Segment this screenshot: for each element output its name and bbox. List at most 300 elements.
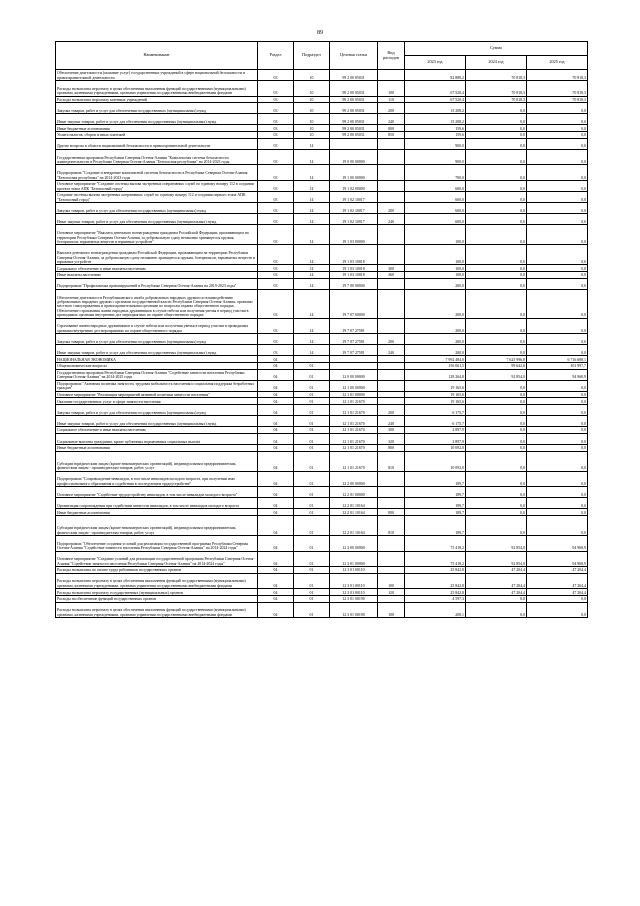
- row-sum-2023: 75 418,2: [405, 536, 466, 552]
- row-section: 03: [258, 271, 294, 278]
- row-subsection: 14: [294, 203, 330, 214]
- row-name: Закупка товаров, работ и услуг для обеспечения государственных (муниципальных) нужд: [56, 334, 258, 345]
- header-year-2025: 2025 год: [527, 56, 588, 70]
- row-section: 04: [258, 380, 294, 391]
- row-sum-2024: 0,0: [466, 132, 527, 139]
- table-row: [56, 334, 588, 345]
- row-expense-type: 240: [378, 345, 405, 356]
- row-sum-2024: 0,0: [466, 225, 527, 245]
- row-expense-type: [378, 487, 405, 498]
- row-sum-2025: 0,0: [527, 516, 588, 536]
- row-name: Расходы на обеспечение функций государственных органов: [56, 595, 258, 602]
- row-target-code: 19 7 07 27581: [330, 334, 378, 345]
- row-sum-2025: 0,0: [527, 334, 588, 345]
- row-expense-type: 240: [378, 416, 405, 427]
- row-subsection: 01: [294, 369, 330, 380]
- row-name: Основное мероприятие "Реализация мероприятий активной политики занятости населения": [56, 391, 258, 398]
- row-section: 03: [258, 70, 294, 81]
- table-row: [56, 602, 588, 618]
- row-sum-2023: 600,0: [405, 214, 466, 225]
- row-name: Социальные выплаты гражданам, кроме публичных нормативных социальных выплат: [56, 433, 258, 444]
- row-name: Страхование жизни народных дружинников в случае гибели или получения увечья в период участия в проводимых органами внутренних дел мероприятиях по охране общественного порядка: [56, 318, 258, 334]
- row-sum-2025: 0,0: [527, 203, 588, 214]
- row-sum-2024: 0,0: [466, 114, 527, 125]
- row-section: 04: [258, 567, 294, 574]
- row-target-code: [330, 356, 378, 363]
- table-row: [56, 192, 588, 203]
- row-sum-2023: 189,7: [405, 516, 466, 536]
- row-section: 03: [258, 192, 294, 203]
- row-sum-2023: 25 842,8: [405, 589, 466, 596]
- table-row: [56, 245, 588, 265]
- table-row: [56, 165, 588, 181]
- row-expense-type: [378, 380, 405, 391]
- row-name: Расходы на выплаты персоналу государственных (муниципальных) органов: [56, 589, 258, 596]
- row-sum-2023: 4 597,3: [405, 595, 466, 602]
- row-name: Государственная программа Республики Северная Осетия-Алания "Комплексная система безопасности жизнедеятельности в Республике Северная Осетия-Алания "Безопасная республика" на 2014-2023 годы: [56, 149, 258, 165]
- row-expense-type: [378, 70, 405, 81]
- row-target-code: 19 1 02 10017: [330, 214, 378, 225]
- row-name: Расходы на выплаты персоналу казенных учреждений: [56, 96, 258, 103]
- row-name: Субсидии юридическим лицам (кроме некоммерческих организаций), индивидуальным предпринимателям, физическим лицам - производителям товаров, работ, услуг: [56, 516, 258, 536]
- row-name: Основное мероприятие "Выплата денежного вознаграждения гражданам Российской Федерации, проживающим на территории Республики Северная Осетия-Алания, за добровольную сдачу незаконно хранящегося оружия, боеприпасов, взрывчатых веществ и взрывных устройств": [56, 225, 258, 245]
- row-sum-2024: 0,0: [466, 180, 527, 191]
- table-row: [56, 595, 588, 602]
- header-year-2023: 2023 год: [405, 56, 466, 70]
- row-section: 03: [258, 225, 294, 245]
- row-name: Оказание государственных услуг в сфере занятости населения: [56, 398, 258, 405]
- row-section: 03: [258, 81, 294, 97]
- row-expense-type: 200: [378, 334, 405, 345]
- row-expense-type: 850: [378, 132, 405, 139]
- row-target-code: 12 2 01 10164: [330, 498, 378, 509]
- row-sum-2023: 75 418,2: [405, 551, 466, 567]
- row-sum-2024: 0,0: [466, 125, 527, 132]
- row-sum-2024: 0,0: [466, 444, 527, 451]
- row-subsection: 01: [294, 471, 330, 487]
- row-subsection: 01: [294, 444, 330, 451]
- row-subsection: 10: [294, 70, 330, 81]
- row-sum-2023: 2 897,9: [405, 433, 466, 444]
- row-subsection: 14: [294, 278, 330, 289]
- header-expense-type: Вид расходов: [378, 42, 405, 70]
- row-subsection: 01: [294, 516, 330, 536]
- row-sum-2024: 47 204,4: [466, 589, 527, 596]
- row-expense-type: [378, 551, 405, 567]
- row-sum-2023: 600,0: [405, 203, 466, 214]
- row-target-code: 12 1 01 00000: [330, 391, 378, 398]
- row-expense-type: 120: [378, 589, 405, 596]
- row-name: Иные закупки товаров, работ и услуг для обеспечения государственных (муниципальных) нужд: [56, 114, 258, 125]
- table-row: [56, 138, 588, 149]
- row-section: 04: [258, 595, 294, 602]
- row-sum-2023: 15 208,2: [405, 103, 466, 114]
- row-section: 04: [258, 356, 294, 363]
- row-sum-2023: 700,0: [405, 165, 466, 181]
- row-sum-2025: 0,0: [527, 138, 588, 149]
- row-section: 03: [258, 180, 294, 191]
- row-subsection: 10: [294, 125, 330, 132]
- row-expense-type: 360: [378, 271, 405, 278]
- row-target-code: 99 2 00 05031: [330, 114, 378, 125]
- row-subsection: 01: [294, 567, 330, 574]
- row-sum-2024: 0,0: [466, 245, 527, 265]
- row-sum-2024: 0,0: [466, 416, 527, 427]
- row-sum-2024: 70 818,3: [466, 81, 527, 97]
- row-expense-type: [378, 180, 405, 191]
- row-sum-2025: 0,0: [527, 416, 588, 427]
- row-sum-2024: 0,0: [466, 595, 527, 602]
- row-sum-2025: 0,0: [527, 451, 588, 471]
- row-subsection: 10: [294, 96, 330, 103]
- row-target-code: 99 2 00 05031: [330, 70, 378, 81]
- row-sum-2024: 0,0: [466, 451, 527, 471]
- row-sum-2023: 200,0: [405, 345, 466, 356]
- row-target-code: 19 1 03 10018: [330, 245, 378, 265]
- row-sum-2023: 128 264,8: [405, 369, 466, 380]
- row-expense-type: 110: [378, 96, 405, 103]
- row-sum-2024: 0,0: [466, 498, 527, 509]
- row-sum-2023: 19 165,6: [405, 398, 466, 405]
- row-sum-2024: 92 854,0: [466, 551, 527, 567]
- row-sum-2024: 0,0: [466, 265, 527, 272]
- row-expense-type: [378, 536, 405, 552]
- row-sum-2024: 0,0: [466, 602, 527, 618]
- table-row: [56, 345, 588, 356]
- table-row: [56, 551, 588, 567]
- row-subsection: 01: [294, 362, 330, 369]
- row-section: 03: [258, 334, 294, 345]
- row-section: 04: [258, 451, 294, 471]
- row-section: 03: [258, 203, 294, 214]
- page-number: 89: [317, 30, 323, 36]
- row-expense-type: 300: [378, 265, 405, 272]
- row-sum-2024: 0,0: [466, 391, 527, 398]
- row-target-code: 99 2 00 05031: [330, 103, 378, 114]
- table-row: [56, 114, 588, 125]
- row-target-code: 12 2 01 00000: [330, 487, 378, 498]
- row-section: 03: [258, 345, 294, 356]
- row-target-code: 19 7 07 00000: [330, 289, 378, 318]
- table-row: [56, 214, 588, 225]
- row-section: 04: [258, 516, 294, 536]
- row-subsection: 14: [294, 192, 330, 203]
- row-name: Уплата налогов, сборов и иных платежей: [56, 132, 258, 139]
- row-subsection: 10: [294, 114, 330, 125]
- row-section: 04: [258, 602, 294, 618]
- header-subsection: Подраздел: [294, 42, 330, 70]
- row-section: 04: [258, 551, 294, 567]
- row-target-code: 19 7 07 27581: [330, 318, 378, 334]
- row-expense-type: [378, 225, 405, 245]
- row-sum-2023: 208,1: [405, 602, 466, 618]
- row-section: 04: [258, 589, 294, 596]
- row-section: 04: [258, 433, 294, 444]
- table-row: [56, 265, 588, 272]
- row-section: 04: [258, 416, 294, 427]
- table-row: [56, 103, 588, 114]
- row-name: Расходы на выплаты по оплате труда работников государственных органов: [56, 567, 258, 574]
- row-sum-2024: 0,0: [466, 398, 527, 405]
- row-sum-2023: 900,0: [405, 149, 466, 165]
- row-sum-2024: 0,0: [466, 380, 527, 391]
- table-row: [56, 536, 588, 552]
- row-name: Закупка товаров, работ и услуг для обеспечения государственных (муниципальных) нужд: [56, 103, 258, 114]
- row-section: 04: [258, 391, 294, 398]
- row-subsection: 10: [294, 103, 330, 114]
- row-subsection: 01: [294, 595, 330, 602]
- row-sum-2024: 47 204,4: [466, 567, 527, 574]
- row-sum-2023: 900,0: [405, 138, 466, 149]
- table-row: [56, 380, 588, 391]
- row-sum-2025: 47 204,4: [527, 589, 588, 596]
- row-subsection: 01: [294, 433, 330, 444]
- row-sum-2023: 189,7: [405, 471, 466, 487]
- row-sum-2025: 0,0: [527, 103, 588, 114]
- table-row: [56, 356, 588, 363]
- row-target-code: 99 2 00 05031: [330, 132, 378, 139]
- row-target-code: 12 3 01 00190: [330, 595, 378, 602]
- row-section: 04: [258, 405, 294, 416]
- row-sum-2023: 100,0: [405, 245, 466, 265]
- row-sum-2024: 0,0: [466, 271, 527, 278]
- row-sum-2025: 0,0: [527, 125, 588, 132]
- row-name: Иные бюджетные ассигнования: [56, 125, 258, 132]
- row-sum-2024: 0,0: [466, 487, 527, 498]
- row-subsection: 01: [294, 551, 330, 567]
- row-sum-2025: 0,0: [527, 278, 588, 289]
- row-name: Выплата денежного вознаграждения гражданам Российской Федерации, проживающим на территории Республики Северная Осетия-Алания, за добровольную сдачу незаконно хранящегося оружия, боеприпасов, взрывчатых веществ и взрывных устройств: [56, 245, 258, 265]
- row-sum-2025: 0,0: [527, 214, 588, 225]
- row-subsection: 01: [294, 405, 330, 416]
- row-name: Закупка товаров, работ и услуг для обеспечения государственных (муниципальных) нужд: [56, 203, 258, 214]
- row-expense-type: 200: [378, 103, 405, 114]
- row-target-code: 19 1 03 10018: [330, 271, 378, 278]
- table-row: [56, 451, 588, 471]
- row-expense-type: [378, 356, 405, 363]
- row-sum-2025: 0,0: [527, 487, 588, 498]
- row-subsection: 14: [294, 265, 330, 272]
- row-subsection: 14: [294, 271, 330, 278]
- row-expense-type: 240: [378, 114, 405, 125]
- row-section: 03: [258, 96, 294, 103]
- row-sum-2025: 0,0: [527, 245, 588, 265]
- table-row: [56, 180, 588, 191]
- row-subsection: 01: [294, 391, 330, 398]
- row-sum-2025: 0,0: [527, 289, 588, 318]
- row-target-code: 12 3 01 00110: [330, 589, 378, 596]
- header-sum: Сумма: [405, 42, 588, 56]
- row-subsection: 14: [294, 245, 330, 265]
- row-name: Основное мероприятие "Создание условий для реализации государственной программы Республики Северная Осетия-Алания "Содействие занятости населения Республики Северная Осетия-Алания" на 2014-2024 годы": [56, 551, 258, 567]
- header-target: Целевая статья: [330, 42, 378, 70]
- row-target-code: 12 1 01 21670: [330, 444, 378, 451]
- row-expense-type: [378, 138, 405, 149]
- row-sum-2023: 10 092,0: [405, 444, 466, 451]
- table-row: [56, 487, 588, 498]
- row-target-code: 19 7 00 00000: [330, 278, 378, 289]
- header-section: Раздел: [258, 42, 294, 70]
- row-expense-type: [378, 245, 405, 265]
- row-target-code: 19 1 02 10017: [330, 192, 378, 203]
- row-subsection: 14: [294, 138, 330, 149]
- row-expense-type: [378, 318, 405, 334]
- row-expense-type: 200: [378, 405, 405, 416]
- row-sum-2024: 0,0: [466, 509, 527, 516]
- row-sum-2023: 19 165,6: [405, 391, 466, 398]
- row-sum-2023: 200,0: [405, 289, 466, 318]
- row-subsection: 14: [294, 289, 330, 318]
- row-expense-type: [378, 471, 405, 487]
- row-name: Иные закупки товаров, работ и услуг для обеспечения государственных (муниципальных) нужд: [56, 416, 258, 427]
- row-sum-2023: 10 092,0: [405, 451, 466, 471]
- row-name: Другие вопросы в области национальной безопасности и правоохранительной деятельности: [56, 138, 258, 149]
- row-subsection: 01: [294, 602, 330, 618]
- row-sum-2025: 0,0: [527, 149, 588, 165]
- row-sum-2024: 0,0: [466, 165, 527, 181]
- row-sum-2024: 0,0: [466, 192, 527, 203]
- row-sum-2023: 189,7: [405, 498, 466, 509]
- row-sum-2025: 0,0: [527, 602, 588, 618]
- row-expense-type: 100: [378, 81, 405, 97]
- row-sum-2024: 70 818,3: [466, 70, 527, 81]
- row-sum-2024: 0,0: [466, 433, 527, 444]
- row-subsection: 01: [294, 573, 330, 589]
- row-sum-2025: 0,0: [527, 405, 588, 416]
- table-row: [56, 391, 588, 398]
- row-section: 03: [258, 125, 294, 132]
- row-sum-2024: 92 854,0: [466, 369, 527, 380]
- row-sum-2025: 0,0: [527, 595, 588, 602]
- row-target-code: 12 2 01 10164: [330, 509, 378, 516]
- row-expense-type: 200: [378, 203, 405, 214]
- row-subsection: 14: [294, 165, 330, 181]
- row-sum-2023: 67 520,4: [405, 81, 466, 97]
- row-sum-2023: 200,0: [405, 318, 466, 334]
- row-sum-2025: 70 818,3: [527, 70, 588, 81]
- table-row: [56, 398, 588, 405]
- row-target-code: 12 3 00 00000: [330, 536, 378, 552]
- row-sum-2023: 6 175,7: [405, 405, 466, 416]
- header-name: Наименование: [56, 42, 258, 70]
- row-sum-2025: 0,0: [527, 318, 588, 334]
- row-name: Основное мероприятие "Создание системы вызова экстренных оперативных служб по единому номеру 112 в создании проекта этапа АПК "Безопасный город": [56, 180, 258, 191]
- row-sum-2025: 0,0: [527, 498, 588, 509]
- row-target-code: 12 3 01 00000: [330, 551, 378, 567]
- row-sum-2025: 0,0: [527, 427, 588, 434]
- row-name: Социальное обеспечение и иные выплаты населению: [56, 427, 258, 434]
- row-expense-type: [378, 369, 405, 380]
- row-name: Иные закупки товаров, работ и услуг для обеспечения государственных (муниципальных) нужд: [56, 345, 258, 356]
- row-sum-2023: 100,0: [405, 271, 466, 278]
- row-section: 03: [258, 265, 294, 272]
- row-subsection: 01: [294, 487, 330, 498]
- row-sum-2025: 0,0: [527, 398, 588, 405]
- row-name: Создание системы вызова экстренных оперативных служб по единому номеру 112 и создания первого этапа АПК "Безопасный город": [56, 192, 258, 203]
- row-expense-type: 300: [378, 427, 405, 434]
- row-sum-2023: 200,0: [405, 278, 466, 289]
- row-expense-type: 800: [378, 444, 405, 451]
- table-row: [56, 427, 588, 434]
- row-expense-type: [378, 595, 405, 602]
- row-subsection: 14: [294, 180, 330, 191]
- row-name: Общеэкономические вопросы: [56, 362, 258, 369]
- table-row: [56, 225, 588, 245]
- row-section: 03: [258, 103, 294, 114]
- row-subsection: 01: [294, 589, 330, 596]
- row-sum-2025: 0,0: [527, 509, 588, 516]
- row-sum-2023: 159,6: [405, 132, 466, 139]
- table-row: [56, 132, 588, 139]
- row-name: Иные бюджетные ассигнования: [56, 444, 258, 451]
- table-row: [56, 289, 588, 318]
- row-expense-type: [378, 192, 405, 203]
- table-row: [56, 70, 588, 81]
- row-sum-2024: 0,0: [466, 345, 527, 356]
- row-target-code: [330, 362, 378, 369]
- row-expense-type: [378, 149, 405, 165]
- row-sum-2025: 0,0: [527, 225, 588, 245]
- row-name: Социальное обеспечение и иные выплаты населению: [56, 265, 258, 272]
- row-section: 03: [258, 214, 294, 225]
- row-name: Обеспечение деятельности (оказание услуг) государственных учреждений в сфере национальной безопасности и правоохранительной деятельности: [56, 70, 258, 81]
- row-name: Расходы на выплаты персоналу в целях обеспечения выполнения функций государственными (муниципальными) органами, казенными учреждениями, органами управления государственными внебюджетными фондами: [56, 81, 258, 97]
- row-section: 03: [258, 165, 294, 181]
- row-sum-2025: 94 968,9: [527, 551, 588, 567]
- row-sum-2023: 600,0: [405, 180, 466, 191]
- row-section: 04: [258, 573, 294, 589]
- row-section: 04: [258, 444, 294, 451]
- row-sum-2025: 70 818,3: [527, 96, 588, 103]
- row-subsection: 01: [294, 398, 330, 405]
- row-expense-type: 810: [378, 451, 405, 471]
- row-target-code: 12 1 01 21670: [330, 451, 378, 471]
- row-name: Иные закупки товаров, работ и услуг для обеспечения государственных (муниципальных) нужд: [56, 214, 258, 225]
- row-expense-type: [378, 567, 405, 574]
- row-sum-2025: 0,0: [527, 132, 588, 139]
- row-sum-2024: 0,0: [466, 471, 527, 487]
- row-sum-2025: 0,0: [527, 180, 588, 191]
- row-sum-2025: 0,0: [527, 271, 588, 278]
- row-target-code: 12 2 01 10164: [330, 516, 378, 536]
- row-sum-2025: 47 204,4: [527, 573, 588, 589]
- row-section: 04: [258, 536, 294, 552]
- row-expense-type: [378, 391, 405, 398]
- row-expense-type: [378, 362, 405, 369]
- row-sum-2023: 100,0: [405, 225, 466, 245]
- row-sum-2025: 0,0: [527, 165, 588, 181]
- table-row: [56, 498, 588, 509]
- table-row: [56, 573, 588, 589]
- row-section: 04: [258, 362, 294, 369]
- row-sum-2024: 0,0: [466, 334, 527, 345]
- table-row: [56, 362, 588, 369]
- row-sum-2025: 101 997,7: [527, 362, 588, 369]
- row-sum-2023: 25 842,8: [405, 567, 466, 574]
- row-sum-2025: 6 716 688,1: [527, 356, 588, 363]
- row-section: 03: [258, 278, 294, 289]
- row-subsection: 01: [294, 451, 330, 471]
- row-target-code: 12 1 01 21670: [330, 416, 378, 427]
- row-section: 03: [258, 114, 294, 125]
- row-subsection: 01: [294, 536, 330, 552]
- table-row: [56, 125, 588, 132]
- row-sum-2023: 15 208,2: [405, 114, 466, 125]
- table-row: [56, 81, 588, 97]
- row-sum-2024: 99 642,8: [466, 362, 527, 369]
- row-sum-2023: 159,6: [405, 125, 466, 132]
- row-subsection: 01: [294, 416, 330, 427]
